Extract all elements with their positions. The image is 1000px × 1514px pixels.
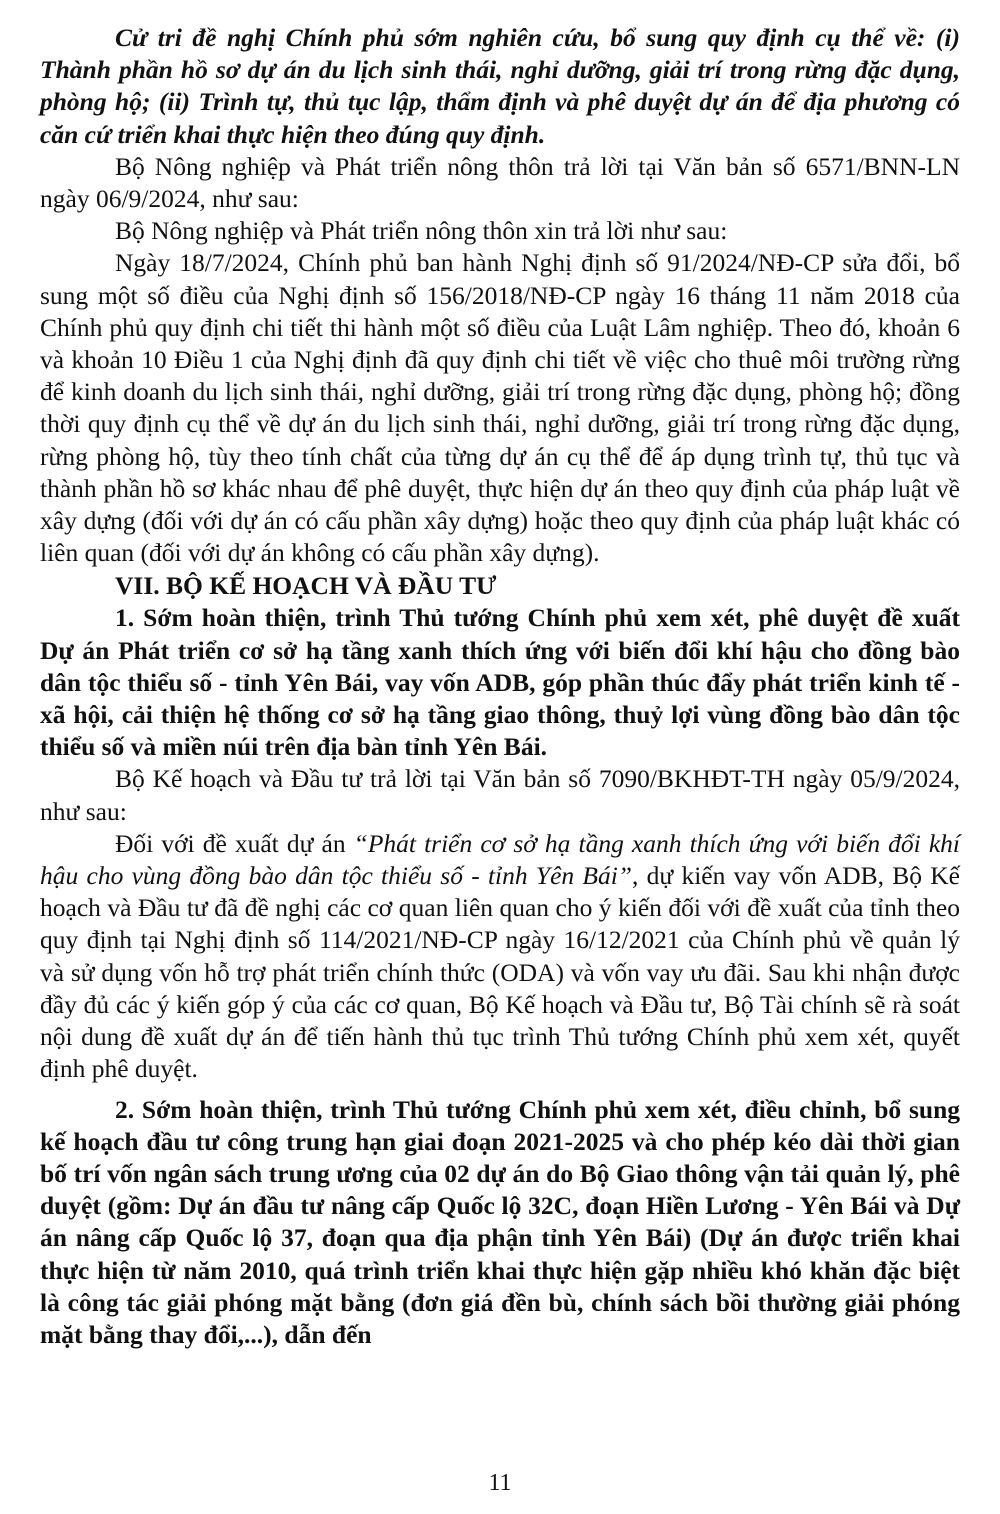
page-number: 11 bbox=[488, 1470, 512, 1496]
section-heading: VII. BỘ KẾ HOẠCH VÀ ĐẦU TƯ bbox=[115, 571, 497, 601]
project-name-italic: “Phát triển cơ sở hạ tầng xanh thích ứng với biến đổi khí hậu cho vùng đồng bào dân tộc thiểu số - tỉnh Yên Bái” bbox=[40, 828, 960, 891]
mpi-reply-paragraph bbox=[40, 828, 960, 1086]
request-item-1: 1. Sớm hoàn thiện, trình Thủ tướng Chính phủ xem xét, phê duyệt đề xuất Dự án Phát triển cơ sở hạ tầng xanh thích ứng với biến đổi khí hậu cho đồng bào dân tộc thiểu số - tỉnh Yên Bái, vay vốn ADB, góp phần thúc đẩy phát triển kinh tế - xã hội, cải thiện hệ thống cơ sở hạ tầng giao thông, thuỷ lợi vùng đồng bào dân tộc thiểu số và miền núi trên địa bàn tỉnh Yên Bái. bbox=[40, 603, 960, 762]
mpi-reply-rest: , dự kiến vay vốn ADB, Bộ Kế hoạch và Đầu tư đã đề nghị các cơ quan liên quan cho ý kiến đối với đề xuất của tỉnh theo quy định tại Nghị định số 114/2021/NĐ-CP ngày 16/12/2021 của Chính phủ về quản lý và sử dụng vốn hỗ trợ phát triển chính thức (ODA) và vốn vay ưu đãi. Sau khi nhận được đầy đủ các ý kiến góp ý của các cơ quan, Bộ Kế hoạch và Đầu tư, Bộ Tài chính sẽ rà soát nội dung đề xuất dự án để tiến hành thủ tục trình Thủ tướng Chính phủ xem xét, quyết định phê duyệt. bbox=[40, 861, 960, 1084]
decree-explanation-paragraph: Ngày 18/7/2024, Chính phủ ban hành Nghị định số 91/2024/NĐ-CP sửa đổi, bổ sung một số điều của Nghị định số 156/2018/NĐ-CP ngày 16 tháng 11 năm 2018 của Chính phủ quy định chi tiết thi hành một số điều của Luật Lâm nghiệp. Theo đó, khoản 6 và khoản 10 Điều 1 của Nghị định đã quy định chi tiết về việc cho thuê môi trường rừng để kinh doanh du lịch sinh thái, nghỉ dưỡng, giải trí trong rừng đặc dụng, phòng hộ; đồng thời quy định cụ thể về dự án du lịch sinh thái, nghỉ dưỡng, giải trí trong rừng đặc dụng, rừng phòng hộ, tùy theo tính chất của từng dự án cụ thể để áp dụng trình tự, thủ tục và thành phần hồ sơ khác nhau để phê duyệt, thực hiện dự án theo quy định của pháp luật về xây dựng (đối với dự án có cấu phần xây dựng) hoặc theo quy định của pháp luật khác có liên quan (đối với dự án không có cấu phần xây dựng). bbox=[40, 248, 960, 568]
request-item-2: 2. Sớm hoàn thiện, trình Thủ tướng Chính phủ xem xét, điều chỉnh, bổ sung kế hoạch đầu tư công trung hạn giai đoạn 2021-2025 và cho phép kéo dài thời gian bố trí vốn ngân sách trung ương của 02 dự án do Bộ Giao thông vận tải quản lý, phê duyệt (gồm: Dự án đầu tư nâng cấp Quốc lộ 32C, đoạn Hiền Lương - Yên Bái và Dự án nâng cấp Quốc lộ 37, đoạn qua địa phận tỉnh Yên Bái) (Dự án được triển khai thực hiện từ năm 2010, quá trình triển khai thực hiện gặp nhiều khó khăn đặc biệt là công tác giải phóng mặt bằng (đơn giá đền bù, chính sách bồi thường giải phóng mặt bằng thay đổi,...), dẫn đến bbox=[40, 1094, 960, 1349]
ministry-reply-intro: Bộ Nông nghiệp và Phát triển nông thôn trả lời tại Văn bản số 6571/BNN-LN ngày 06/9/2024, như sau: bbox=[40, 151, 960, 214]
mpi-reply-intro: Bộ Kế hoạch và Đầu tư trả lời tại Văn bản số 7090/BKHĐT-TH ngày 05/9/2024, như sau: bbox=[40, 764, 960, 826]
voter-request-paragraph: Cử tri đề nghị Chính phủ sớm nghiên cứu, bổ sung quy định cụ thể về: (i) Thành phần hồ sơ dự án du lịch sinh thái, nghỉ dưỡng, giải trí trong rừng đặc dụng, phòng hộ; (ii) Trình tự, thủ tục lập, thẩm định và phê duyệt dự án để địa phương có căn cứ triển khai thực hiện theo đúng quy định. bbox=[40, 23, 960, 149]
ministry-reply-lead: Bộ Nông nghiệp và Phát triển nông thôn xin trả lời như sau: bbox=[115, 216, 728, 246]
mpi-reply-lead: Đối với đề xuất dự án bbox=[115, 828, 354, 858]
